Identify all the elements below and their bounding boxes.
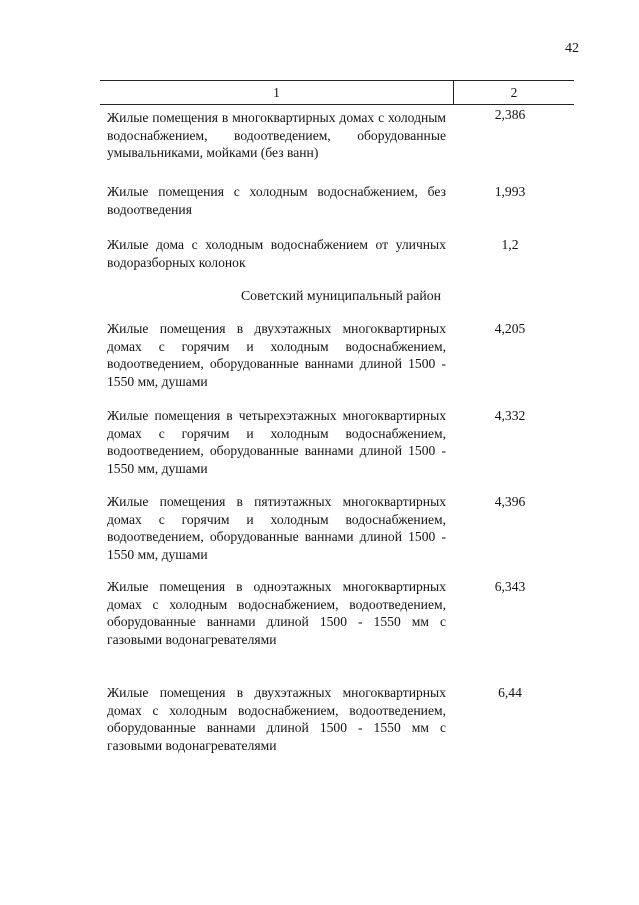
district-title: Советский муниципальный район: [240, 288, 442, 303]
row-value: 6,343: [494, 579, 526, 594]
table-header-column-2: 2: [510, 85, 518, 100]
row-value: 1,993: [494, 184, 526, 199]
table-header-column-1: 1: [273, 85, 280, 100]
table-row: [107, 493, 526, 563]
table-row: [107, 684, 522, 754]
page-number: 42: [565, 41, 579, 56]
table-row: [107, 320, 526, 390]
row-value: 2,386: [494, 107, 526, 122]
row-value: 6,44: [498, 685, 522, 700]
row-description: Жилые помещения в многоквартирных домах с холодным водоснабжением, водоотведением, оборудованные умывальниками, мойками (без ванн): [107, 110, 446, 161]
row-value: 4,396: [494, 494, 526, 509]
row-description: Жилые помещения с холодным водоснабжением, без водоотведения: [107, 184, 446, 217]
table-row: [107, 183, 526, 218]
table-row: [107, 407, 526, 477]
row-value: 4,332: [494, 408, 526, 423]
row-description: Жилые помещения в двухэтажных многоквартирных домах с горячим и холодным водоснабжением, водоотведением, оборудованные ваннами длиной 1500 - 1550 мм, душами: [107, 321, 446, 389]
row-description: Жилые помещения в двухэтажных многоквартирных домах с холодным водоснабжением, водоотведением, оборудованные ваннами длиной 1500 - 1550 мм с газовыми водонагревателями: [107, 685, 446, 753]
table-row: [107, 107, 526, 162]
row-description: Жилые помещения в одноэтажных многоквартирных домах с холодным водоснабжением, водоотведением, оборудованные ваннами длиной 1500 - 1550 мм с газовыми водонагревателями: [107, 579, 446, 647]
table-header-row: [100, 80, 574, 105]
row-value: 1,2: [501, 237, 519, 252]
row-description: Жилые помещения в пятиэтажных многоквартирных домах с горячим и холодным водоснабжением, водоотведением, оборудованные ваннами длиной 1500 - 1550 мм, душами: [107, 494, 446, 562]
table-row: [107, 578, 526, 648]
table-row: [107, 236, 519, 271]
row-description: Жилые дома с холодным водоснабжением от уличных водоразборных колонок: [107, 237, 446, 270]
row-description: Жилые помещения в четырехэтажных многоквартирных домах с горячим и холодным водоснабжением, водоотведением, оборудованные ваннами длиной 1500 - 1550 мм, душами: [107, 408, 446, 476]
row-value: 4,205: [494, 321, 526, 336]
